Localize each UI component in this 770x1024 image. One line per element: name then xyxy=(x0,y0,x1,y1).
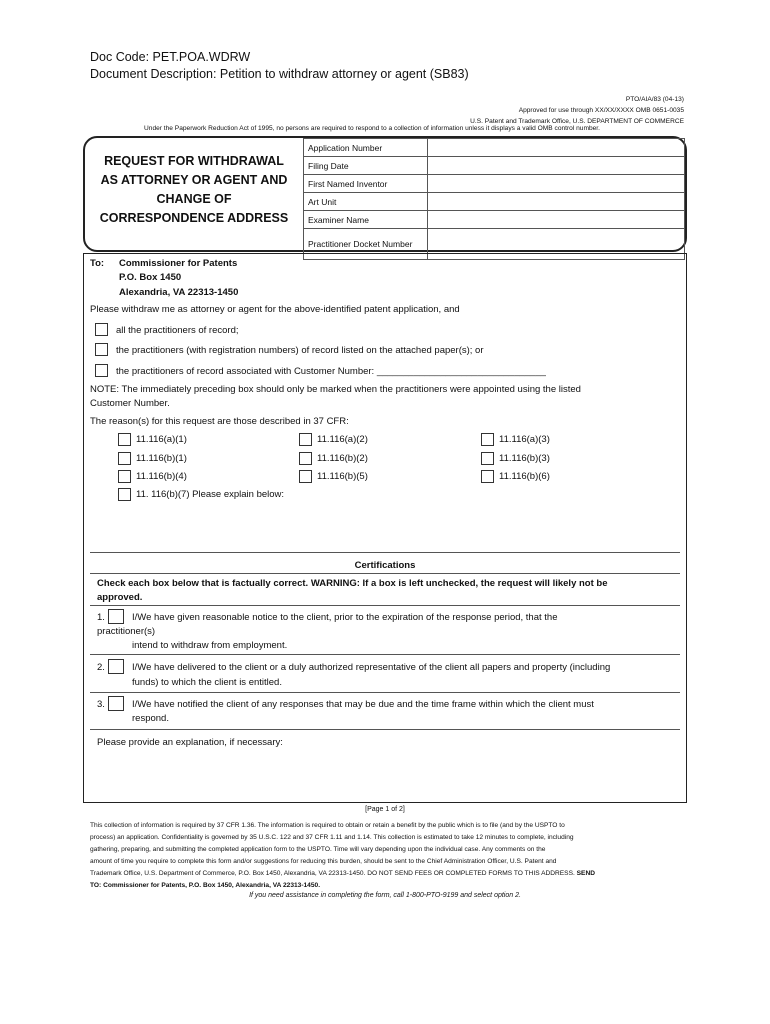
note-line: NOTE: The immediately preceding box should only be marked when the practitioners were appointed using the listed xyxy=(90,384,581,395)
footer-line: Trademark Office, U.S. Department of Commerce, P.O. Box 1450, Alexandria, VA 22313-1450. DO NOT SEND FEES OR COMPLETED FORMS TO THIS ADDRESS. SEND xyxy=(90,870,595,877)
burden-statement xyxy=(90,820,686,892)
reason-checkbox[interactable] xyxy=(118,433,131,446)
cert-3-checkbox[interactable] xyxy=(108,696,124,711)
field-label: Art Unit xyxy=(304,193,428,211)
field-label: First Named Inventor xyxy=(304,175,428,193)
first-inventor-field[interactable] xyxy=(428,175,685,193)
form-id: PTO/AIA/83 (04-13) xyxy=(625,96,684,103)
reason-explanation-area[interactable] xyxy=(90,505,680,550)
cert-text: I/We have delivered to the client or a duly authorized representative of the client all papers and property (including xyxy=(132,662,611,673)
withdraw-customer-checkbox[interactable] xyxy=(95,364,108,377)
cert-text: I/We have given reasonable notice to the client, prior to the expiration of the response period, that the xyxy=(132,612,558,623)
explanation-label: Please provide an explanation, if necessary: xyxy=(97,737,283,748)
title-line: CORRESPONDENCE ADDRESS xyxy=(99,211,289,225)
doc-description: Document Description: Petition to withdraw attorney or agent (SB83) xyxy=(90,67,469,81)
reason-label: 11.116(b)(2) xyxy=(317,453,368,464)
footer-line: process) an application. Confidentiality is governed by 35 U.S.C. 122 and 37 CFR 1.11 and 1.14. This collection is estimated to take 12 minutes to complete, including xyxy=(90,834,574,841)
doc-code: Doc Code: PET.POA.WDRW xyxy=(90,50,251,64)
reason-label: 11.116(b)(5) xyxy=(317,471,368,482)
reason-checkbox[interactable] xyxy=(481,433,494,446)
withdraw-all-checkbox[interactable] xyxy=(95,323,108,336)
cert-intro-line: approved. xyxy=(97,592,143,603)
reason-checkbox[interactable] xyxy=(299,433,312,446)
reason-label: 11.116(a)(3) xyxy=(499,434,550,445)
agency-line: U.S. Patent and Trademark Office, U.S. DEPARTMENT OF COMMERCE xyxy=(470,118,684,125)
reason-checkbox[interactable] xyxy=(299,452,312,465)
assistance-line: If you need assistance in completing the form, call 1-800-PTO-9199 and select option 2. xyxy=(249,892,521,899)
withdraw-option-label: the practitioners of record associated with Customer Number: ________________________________ xyxy=(116,366,546,377)
reason-label: 11.116(b)(1) xyxy=(136,453,187,464)
filing-date-field[interactable] xyxy=(428,157,685,175)
reason-checkbox[interactable] xyxy=(481,452,494,465)
cert-text: I/We have notified the client of any responses that may be due and the time frame within which the client must xyxy=(132,699,594,710)
certifications-title: Certifications xyxy=(354,560,416,571)
reason-checkbox[interactable] xyxy=(118,470,131,483)
withdraw-intro: Please withdraw me as attorney or agent for the above-identified patent application, and xyxy=(90,304,460,315)
application-info-table xyxy=(303,138,685,260)
cert-number: 1. xyxy=(97,612,105,623)
reason-label: 11.116(a)(1) xyxy=(136,434,187,445)
cert-text: funds) to which the client is entitled. xyxy=(132,677,282,688)
footer-line: This collection of information is required by 37 CFR 1.36. The information is required to obtain or retain a benefit by the public which is to file (and by the USPTO to xyxy=(90,822,565,829)
reason-label: 11.116(b)(3) xyxy=(499,453,550,464)
reasons-intro: The reason(s) for this request are those described in 37 CFR: xyxy=(90,416,349,427)
withdraw-listed-checkbox[interactable] xyxy=(95,343,108,356)
reason-label: 11.116(b)(4) xyxy=(136,471,187,482)
reason-label: 11.116(b)(6) xyxy=(499,471,550,482)
cert-text: practitioner(s) xyxy=(97,626,156,637)
cert-1-checkbox[interactable] xyxy=(108,609,124,624)
form-title xyxy=(92,152,296,228)
reason-checkbox[interactable] xyxy=(118,452,131,465)
title-line: REQUEST FOR WITHDRAWAL xyxy=(104,154,284,168)
reason-checkbox[interactable] xyxy=(481,470,494,483)
divider xyxy=(90,552,680,553)
field-label: Practitioner Docket Number xyxy=(304,229,428,260)
field-label: Filing Date xyxy=(304,157,428,175)
cert-number: 2. xyxy=(97,662,105,673)
to-line: Alexandria, VA 22313-1450 xyxy=(119,287,239,298)
footer-send-to: TO: Commissioner for Patents, P.O. Box 1450, Alexandria, VA 22313-1450. xyxy=(90,882,321,889)
to-line: Commissioner for Patents xyxy=(119,258,238,269)
withdraw-option-label: all the practitioners of record; xyxy=(116,325,239,336)
title-line: CHANGE OF xyxy=(156,192,232,206)
cert-text: respond. xyxy=(132,713,169,724)
note-line: Customer Number. xyxy=(90,398,170,409)
title-line: AS ATTORNEY OR AGENT AND xyxy=(100,173,288,187)
cert-number: 3. xyxy=(97,699,105,710)
reason-explain-label: 11. 116(b)(7) Please explain below: xyxy=(136,489,285,500)
omb-approval: Approved for use through XX/XX/XXXX OMB 0651-0035 xyxy=(518,107,684,114)
divider xyxy=(90,605,680,606)
reason-checkbox[interactable] xyxy=(299,470,312,483)
application-number-field[interactable] xyxy=(428,139,685,157)
footer-line: amount of time you require to complete this form and/or suggestions for reducing this burden, should be sent to the Chief Administration Officer, U.S. Patent and xyxy=(90,858,557,865)
footer-line: gathering, preparing, and submitting the completed application form to the USPTO. Time will vary depending upon the individual case. Any comments on the xyxy=(90,846,546,853)
cert-text: intend to withdraw from employment. xyxy=(132,640,288,651)
divider xyxy=(90,573,680,574)
field-label: Application Number xyxy=(304,139,428,157)
to-label: To: xyxy=(90,258,105,269)
paperwork-notice: Under the Paperwork Reduction Act of 1995, no persons are required to respond to a collection of information unless it displays a valid OMB control number. xyxy=(144,125,600,132)
to-line: P.O. Box 1450 xyxy=(119,272,182,283)
page-number: [Page 1 of 2] xyxy=(365,806,405,813)
divider xyxy=(90,729,680,730)
field-label: Examiner Name xyxy=(304,211,428,229)
explanation-area[interactable] xyxy=(90,752,680,797)
reason-other-checkbox[interactable] xyxy=(118,488,131,501)
cert-intro-line: Check each box below that is factually correct. WARNING: If a box is left unchecked, the request will likely not be xyxy=(97,578,608,589)
examiner-name-field[interactable] xyxy=(428,211,685,229)
withdraw-option-label: the practitioners (with registration numbers) of record listed on the attached paper(s); or xyxy=(116,345,484,356)
divider xyxy=(90,692,680,693)
reason-label: 11.116(a)(2) xyxy=(317,434,368,445)
art-unit-field[interactable] xyxy=(428,193,685,211)
divider xyxy=(90,654,680,655)
cert-2-checkbox[interactable] xyxy=(108,659,124,674)
